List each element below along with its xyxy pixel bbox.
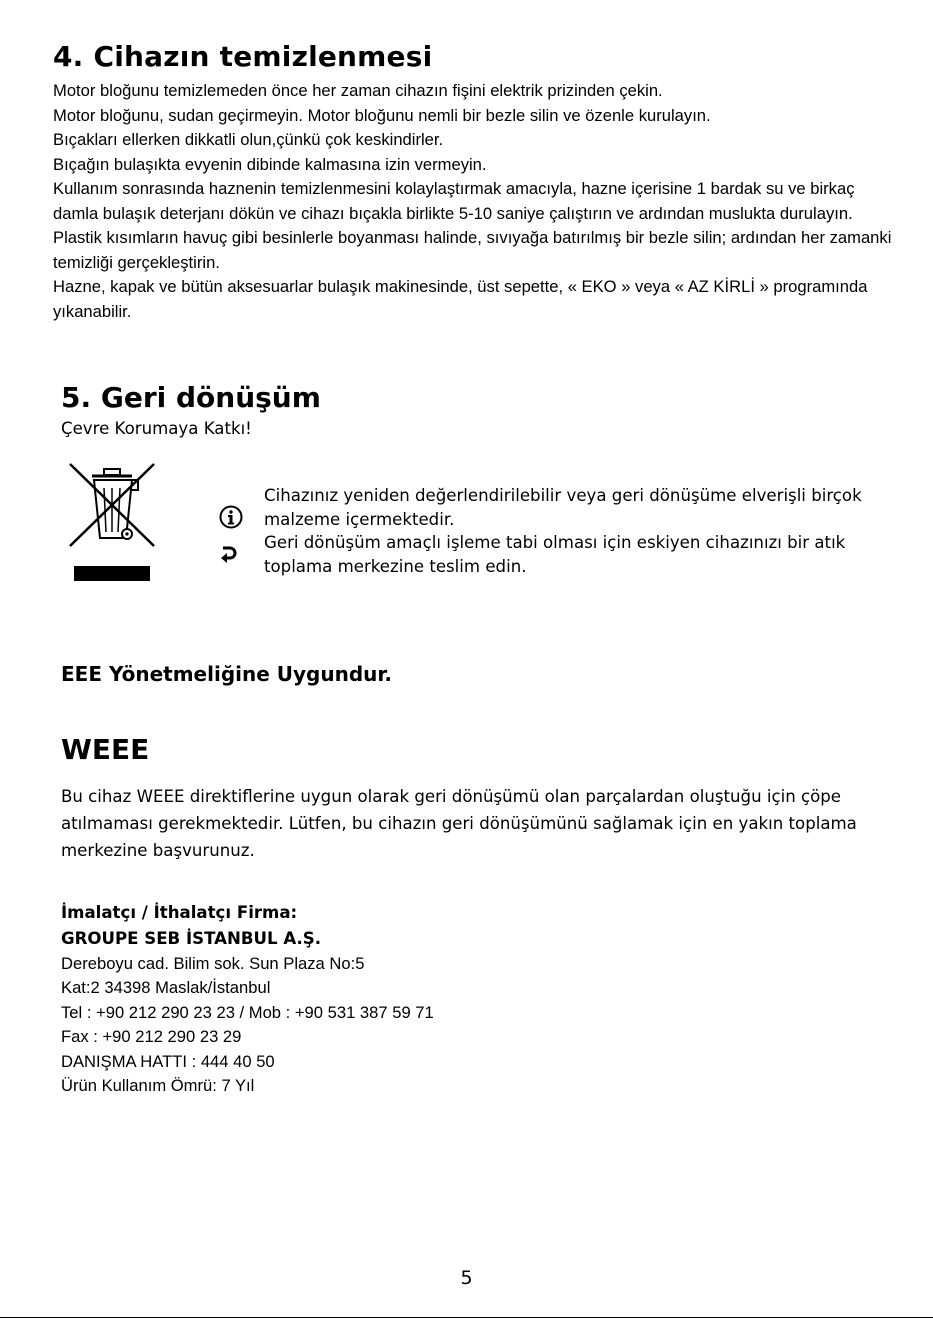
weee-text: Bu cihaz WEEE direktiflerine uygun olarak geri dönüşümü olan parçalardan oluştuğu için çöpe atılmaması gerekmektedir. Lütfen, bu cihazın geri dönüşümünü sağlamak için en yakın toplama merkezine başvurunuz. [61, 787, 857, 860]
paragraph: Bıçakları ellerken dikkatli olun,çünkü çok keskindirler. [53, 130, 444, 149]
company-helpline: DANIŞMA HATTI : 444 40 50 [61, 1051, 275, 1071]
info-icon [218, 504, 244, 530]
info-notice [218, 484, 898, 531]
section-5-subtitle: Çevre Korumaya Katkı! [61, 419, 252, 438]
company-info [61, 900, 761, 1098]
company-name: GROUPE SEB İSTANBUL A.Ş. [61, 929, 322, 948]
footer-divider [0, 1317, 933, 1318]
section-4-body [53, 79, 893, 324]
paragraph: Plastik kısımların havuç gibi besinlerle boyanması halinde, sıvıyağa batırılmış bir bezle silin; ardından her zamanki temizliği gerçekleştirin. [53, 228, 892, 272]
weee-title: WEEE [61, 733, 150, 766]
page-number: 5 [460, 1267, 473, 1289]
crossed-out-wheelie-bin-icon [64, 460, 160, 588]
company-label: İmalatçı / İthalatçı Firma: [61, 903, 298, 922]
paragraph: Motor bloğunu, sudan geçirmeyin. Motor bloğunu nemli bir bezle silin ve özenle kurulayın. [53, 105, 711, 125]
product-lifetime: Ürün Kullanım Ömrü: 7 Yıl [61, 1076, 255, 1096]
company-phone: Tel : +90 212 290 23 23 / Mob : +90 531 387 59 71 [61, 1002, 434, 1022]
paragraph: Hazne, kapak ve bütün aksesuarlar bulaşık makinesinde, üst sepette, « EKO » veya « AZ KİRLİ » programında yıkanabilir. [53, 277, 868, 321]
paragraph: Motor bloğunu temizlemeden önce her zaman cihazın fişini elektrik prizinden çekin. [53, 81, 663, 100]
paragraph: Kullanım sonrasında haznenin temizlenmesini kolaylaştırmak amacıyla, hazne içerisine 1 bardak su ve birkaç damla bulaşık deterjanı dökün ve cihazı bıçakla birlikte 5-10 saniye çalıştırın ve ardından muslukta durulayın. [53, 179, 855, 223]
eee-compliance-heading: EEE Yönetmeliğine Uygundur. [61, 662, 392, 686]
paragraph: Bıçağın bulaşıkta evyenin dibinde kalmasına izin vermeyin. [53, 154, 487, 174]
company-address-2: Kat:2 34398 Maslak/İstanbul [61, 978, 271, 998]
section-5-title: 5. Geri dönüşüm [61, 381, 321, 414]
section-4-title: 4. Cihazın temizlenmesi [53, 40, 433, 73]
company-address-1: Dereboyu cad. Bilim sok. Sun Plaza No:5 [61, 954, 365, 973]
company-fax: Fax : +90 212 290 23 29 [61, 1027, 242, 1047]
curved-arrow-icon [218, 541, 242, 565]
recycling-info [218, 484, 898, 578]
action-notice [218, 531, 898, 578]
action-text: Geri dönüşüm amaçlı işleme tabi olması için eskiyen cihazınızı bir atık toplama merkezine teslim edin. [264, 533, 846, 576]
info-text: Cihazınız yeniden değerlendirilebilir veya geri dönüşüme elverişli birçok malzeme içermektedir. [264, 486, 862, 529]
